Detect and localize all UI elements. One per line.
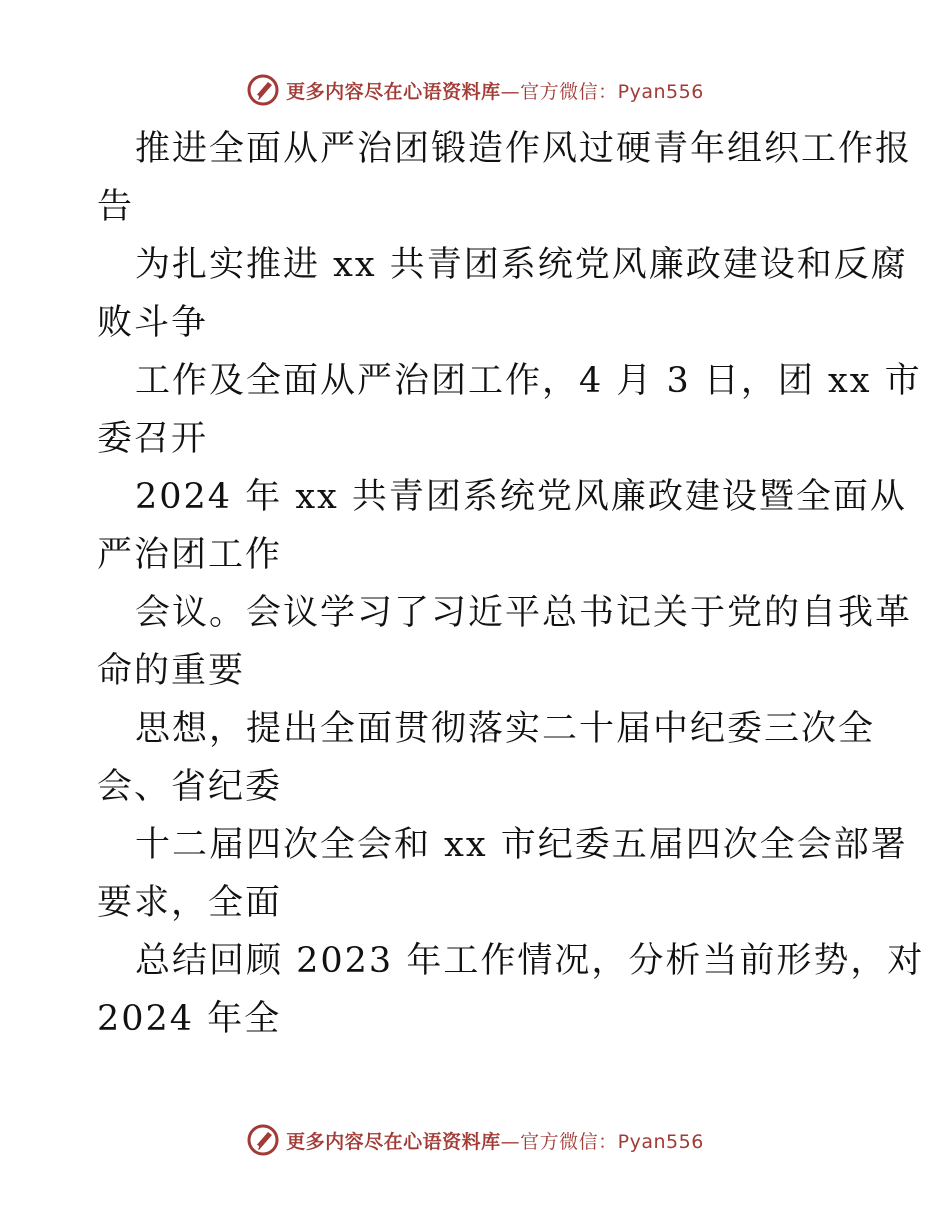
watermark-wechat-text: 官方微信：Pyan556 <box>520 1130 704 1153</box>
doc-line: 工作及全面从严治团工作，4 月 3 日，团 xx 市 <box>135 361 922 401</box>
document-body <box>97 120 925 1048</box>
watermark-text <box>286 1127 704 1154</box>
watermark-wechat-text: 官方微信：Pyan556 <box>520 80 704 103</box>
doc-line: 2024 年 xx 共青团系统党风廉政建设暨全面从 <box>135 477 907 517</box>
doc-line: 为扎实推进 xx 共青团系统党风廉政建设和反腐 <box>135 245 908 285</box>
watermark-dash: — <box>500 1130 521 1153</box>
doc-line: 会议。会议学习了习近平总书记关于党的自我革 <box>135 593 913 633</box>
doc-line: 会、省纪委 <box>97 767 283 807</box>
doc-line: 委召开 <box>97 419 209 459</box>
doc-line: 总结回顾 2023 年工作情况，分析当前形势，对 <box>135 941 925 981</box>
watermark-text <box>286 77 704 104</box>
watermark-main-text: 更多内容尽在心语资料库 <box>286 80 501 103</box>
doc-line: 思想，提出全面贯彻落实二十届中纪委三次全 <box>135 709 876 749</box>
header-watermark <box>0 70 950 110</box>
doc-line: 命的重要 <box>97 651 246 691</box>
pen-logo-icon <box>246 1123 280 1157</box>
doc-line: 2024 年全 <box>97 999 282 1039</box>
doc-line: 败斗争 <box>97 303 209 343</box>
doc-line: 十二届四次全会和 xx 市纪委五届四次全会部署 <box>135 825 908 865</box>
watermark-dash: — <box>500 80 521 103</box>
doc-line: 严治团工作 <box>97 535 283 575</box>
doc-line: 推进全面从严治团锻造作风过硬青年组织工作报 <box>135 129 913 169</box>
watermark-main-text: 更多内容尽在心语资料库 <box>286 1130 501 1153</box>
pen-logo-icon <box>246 73 280 107</box>
doc-line: 告 <box>97 187 135 227</box>
footer-watermark <box>0 1120 950 1160</box>
doc-line: 要求，全面 <box>97 883 283 923</box>
